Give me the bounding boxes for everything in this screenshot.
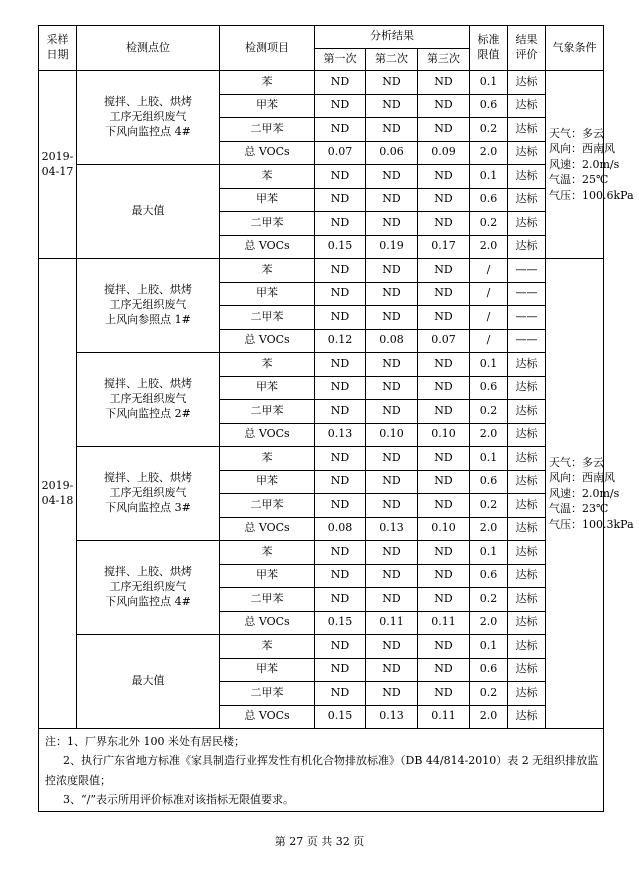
result-evaluation: 达标 <box>508 188 546 212</box>
result-second: ND <box>366 635 418 659</box>
result-first: ND <box>315 259 366 283</box>
monitoring-point: 搅拌、上胶、烘烤 工序无组织废气 下风向监控点 4# <box>77 71 220 165</box>
standard-limit: 0.1 <box>470 447 508 471</box>
result-third: ND <box>418 306 470 330</box>
result-first: ND <box>315 353 366 377</box>
header-limit: 标准 限值 <box>470 26 508 71</box>
result-third: ND <box>418 71 470 95</box>
result-second: ND <box>366 682 418 706</box>
result-evaluation: 达标 <box>508 494 546 518</box>
test-item: 总 VOCs <box>220 423 315 447</box>
result-second: ND <box>366 447 418 471</box>
result-third: ND <box>418 564 470 588</box>
standard-limit: 0.1 <box>470 541 508 565</box>
test-item: 二甲苯 <box>220 212 315 236</box>
sampling-date: 2019- 04-18 <box>39 259 77 729</box>
result-evaluation: 达标 <box>508 376 546 400</box>
result-second: ND <box>366 188 418 212</box>
standard-limit: 2.0 <box>470 141 508 165</box>
result-first: ND <box>315 400 366 424</box>
result-second: ND <box>366 118 418 142</box>
standard-limit: 2.0 <box>470 423 508 447</box>
result-third: 0.10 <box>418 517 470 541</box>
result-evaluation: 达标 <box>508 705 546 729</box>
result-evaluation: 达标 <box>508 94 546 118</box>
result-second: 0.13 <box>366 517 418 541</box>
result-second: 0.08 <box>366 329 418 353</box>
result-first: ND <box>315 165 366 189</box>
result-evaluation: 达标 <box>508 517 546 541</box>
note-3: 3、“/”表示所用评价标准对该指标无限值要求。 <box>63 792 294 806</box>
result-third: ND <box>418 165 470 189</box>
result-third: ND <box>418 282 470 306</box>
table-row <box>39 259 604 283</box>
test-item: 甲苯 <box>220 470 315 494</box>
result-third: ND <box>418 658 470 682</box>
table-row <box>39 635 604 659</box>
result-first: ND <box>315 588 366 612</box>
table-row <box>39 353 604 377</box>
result-first: ND <box>315 564 366 588</box>
result-second: ND <box>366 71 418 95</box>
standard-limit: 0.1 <box>470 71 508 95</box>
result-first: 0.15 <box>315 611 366 635</box>
result-first: 0.13 <box>315 423 366 447</box>
standard-limit: 0.1 <box>470 353 508 377</box>
result-second: ND <box>366 282 418 306</box>
result-evaluation: —— <box>508 329 546 353</box>
result-first: ND <box>315 658 366 682</box>
weather-conditions: 天气：多云 风向：西南风 风速：2.0m/s 气温：25℃ 气压：100.6kPa <box>546 71 604 259</box>
result-third: ND <box>418 94 470 118</box>
standard-limit: / <box>470 329 508 353</box>
header-second: 第二次 <box>366 48 418 71</box>
result-second: ND <box>366 658 418 682</box>
test-item: 二甲苯 <box>220 306 315 330</box>
test-item: 甲苯 <box>220 376 315 400</box>
test-item: 苯 <box>220 165 315 189</box>
standard-limit: 0.6 <box>470 658 508 682</box>
result-first: 0.12 <box>315 329 366 353</box>
table-row <box>39 541 604 565</box>
result-first: ND <box>315 282 366 306</box>
result-evaluation: 达标 <box>508 635 546 659</box>
result-first: ND <box>315 376 366 400</box>
result-second: ND <box>366 353 418 377</box>
test-item: 甲苯 <box>220 282 315 306</box>
standard-limit: 0.6 <box>470 188 508 212</box>
result-third: 0.11 <box>418 611 470 635</box>
result-third: ND <box>418 470 470 494</box>
result-second: ND <box>366 494 418 518</box>
test-item: 二甲苯 <box>220 494 315 518</box>
test-item: 苯 <box>220 635 315 659</box>
result-third: ND <box>418 118 470 142</box>
result-second: ND <box>366 470 418 494</box>
result-evaluation: 达标 <box>508 212 546 236</box>
page-footer: 第 27 页 共 32 页 <box>274 835 365 848</box>
test-item: 二甲苯 <box>220 400 315 424</box>
result-evaluation: 达标 <box>508 564 546 588</box>
monitoring-point: 搅拌、上胶、烘烤 工序无组织废气 下风向监控点 4# <box>77 541 220 635</box>
test-item: 二甲苯 <box>220 682 315 706</box>
result-third: ND <box>418 376 470 400</box>
test-item: 甲苯 <box>220 188 315 212</box>
notes-cell <box>39 729 604 812</box>
header-third: 第三次 <box>418 48 470 71</box>
standard-limit: 2.0 <box>470 235 508 259</box>
table-row <box>39 447 604 471</box>
result-first: ND <box>315 682 366 706</box>
result-evaluation: 达标 <box>508 658 546 682</box>
result-evaluation: 达标 <box>508 141 546 165</box>
result-third: 0.09 <box>418 141 470 165</box>
result-third: ND <box>418 447 470 471</box>
result-first: 0.15 <box>315 705 366 729</box>
result-evaluation: 达标 <box>508 165 546 189</box>
result-evaluation: 达标 <box>508 118 546 142</box>
sampling-date: 2019- 04-17 <box>39 71 77 259</box>
standard-limit: 0.2 <box>470 494 508 518</box>
test-item: 甲苯 <box>220 94 315 118</box>
note-2: 2、执行广东省地方标准《家具制造行业挥发性有机化合物排放标准》（DB 44/814-2010）表 2 无组织排放监控浓度限值； <box>45 754 599 787</box>
result-third: ND <box>418 635 470 659</box>
result-first: 0.15 <box>315 235 366 259</box>
table-row <box>39 71 604 95</box>
header-weather: 气象条件 <box>546 26 604 71</box>
standard-limit: 0.6 <box>470 94 508 118</box>
standard-limit: 0.2 <box>470 400 508 424</box>
test-item: 苯 <box>220 541 315 565</box>
standard-limit: / <box>470 306 508 330</box>
standard-limit: / <box>470 282 508 306</box>
result-second: ND <box>366 376 418 400</box>
result-third: ND <box>418 588 470 612</box>
result-third: ND <box>418 259 470 283</box>
result-first: 0.07 <box>315 141 366 165</box>
result-first: ND <box>315 212 366 236</box>
standard-limit: 2.0 <box>470 517 508 541</box>
monitoring-point: 搅拌、上胶、烘烤 工序无组织废气 下风向监控点 3# <box>77 447 220 541</box>
result-second: ND <box>366 400 418 424</box>
result-evaluation: 达标 <box>508 588 546 612</box>
weather-conditions: 天气：多云 风向：西南风 风速：2.0m/s 气温：23℃ 气压：100.3kPa <box>546 259 604 729</box>
result-third: 0.07 <box>418 329 470 353</box>
monitoring-point: 搅拌、上胶、烘烤 工序无组织废气 下风向监控点 2# <box>77 353 220 447</box>
standard-limit: 0.1 <box>470 165 508 189</box>
result-second: ND <box>366 541 418 565</box>
result-evaluation: —— <box>508 259 546 283</box>
result-third: ND <box>418 212 470 236</box>
result-first: ND <box>315 71 366 95</box>
result-second: ND <box>366 259 418 283</box>
result-first: ND <box>315 470 366 494</box>
test-item: 二甲苯 <box>220 118 315 142</box>
standard-limit: / <box>470 259 508 283</box>
result-third: 0.17 <box>418 235 470 259</box>
result-second: 0.13 <box>366 705 418 729</box>
result-first: ND <box>315 94 366 118</box>
header-first: 第一次 <box>315 48 366 71</box>
table-row <box>39 165 604 189</box>
test-item: 甲苯 <box>220 564 315 588</box>
result-third: 0.10 <box>418 423 470 447</box>
result-evaluation: 达标 <box>508 447 546 471</box>
result-first: ND <box>315 188 366 212</box>
monitoring-point: 搅拌、上胶、烘烤 工序无组织废气 上风向参照点 1# <box>77 259 220 353</box>
test-item: 总 VOCs <box>220 329 315 353</box>
standard-limit: 0.2 <box>470 212 508 236</box>
test-item: 苯 <box>220 259 315 283</box>
test-item: 总 VOCs <box>220 517 315 541</box>
result-evaluation: 达标 <box>508 235 546 259</box>
standard-limit: 0.2 <box>470 588 508 612</box>
result-third: 0.11 <box>418 705 470 729</box>
result-first: ND <box>315 635 366 659</box>
test-item: 苯 <box>220 353 315 377</box>
result-third: ND <box>418 494 470 518</box>
result-second: 0.11 <box>366 611 418 635</box>
test-item: 总 VOCs <box>220 611 315 635</box>
standard-limit: 0.1 <box>470 635 508 659</box>
result-second: ND <box>366 588 418 612</box>
test-item: 总 VOCs <box>220 235 315 259</box>
standard-limit: 2.0 <box>470 611 508 635</box>
header-row-1 <box>39 26 604 49</box>
test-item: 总 VOCs <box>220 141 315 165</box>
result-third: ND <box>418 353 470 377</box>
result-evaluation: 达标 <box>508 353 546 377</box>
test-item: 二甲苯 <box>220 588 315 612</box>
result-evaluation: 达标 <box>508 682 546 706</box>
result-third: ND <box>418 682 470 706</box>
result-third: ND <box>418 541 470 565</box>
monitoring-results-table <box>38 25 634 812</box>
result-evaluation: 达标 <box>508 611 546 635</box>
result-second: ND <box>366 165 418 189</box>
standard-limit: 2.0 <box>470 705 508 729</box>
result-first: ND <box>315 447 366 471</box>
header-evaluation: 结果 评价 <box>508 26 546 71</box>
test-item: 苯 <box>220 71 315 95</box>
result-evaluation: 达标 <box>508 423 546 447</box>
result-second: 0.10 <box>366 423 418 447</box>
result-first: 0.08 <box>315 517 366 541</box>
monitoring-point: 最大值 <box>77 165 220 259</box>
result-second: ND <box>366 564 418 588</box>
standard-limit: 0.2 <box>470 682 508 706</box>
result-third: ND <box>418 188 470 212</box>
result-second: ND <box>366 306 418 330</box>
test-item: 苯 <box>220 447 315 471</box>
header-date: 采样 日期 <box>39 26 77 71</box>
result-evaluation: 达标 <box>508 470 546 494</box>
result-second: 0.06 <box>366 141 418 165</box>
result-first: ND <box>315 306 366 330</box>
result-evaluation: —— <box>508 306 546 330</box>
header-results: 分析结果 <box>315 26 470 49</box>
result-second: ND <box>366 212 418 236</box>
note-1: 注：1、厂界东北外 100 米处有居民楼； <box>45 735 245 748</box>
monitoring-point: 最大值 <box>77 635 220 729</box>
result-third: ND <box>418 400 470 424</box>
result-evaluation: 达标 <box>508 71 546 95</box>
result-evaluation: 达标 <box>508 400 546 424</box>
header-point: 检测点位 <box>77 26 220 71</box>
result-first: ND <box>315 541 366 565</box>
standard-limit: 0.6 <box>470 470 508 494</box>
test-item: 甲苯 <box>220 658 315 682</box>
result-first: ND <box>315 494 366 518</box>
standard-limit: 0.6 <box>470 564 508 588</box>
header-item: 检测项目 <box>220 26 315 71</box>
result-evaluation: 达标 <box>508 541 546 565</box>
result-first: ND <box>315 118 366 142</box>
result-evaluation: —— <box>508 282 546 306</box>
standard-limit: 0.6 <box>470 376 508 400</box>
result-second: ND <box>366 94 418 118</box>
standard-limit: 0.2 <box>470 118 508 142</box>
result-second: 0.19 <box>366 235 418 259</box>
test-item: 总 VOCs <box>220 705 315 729</box>
